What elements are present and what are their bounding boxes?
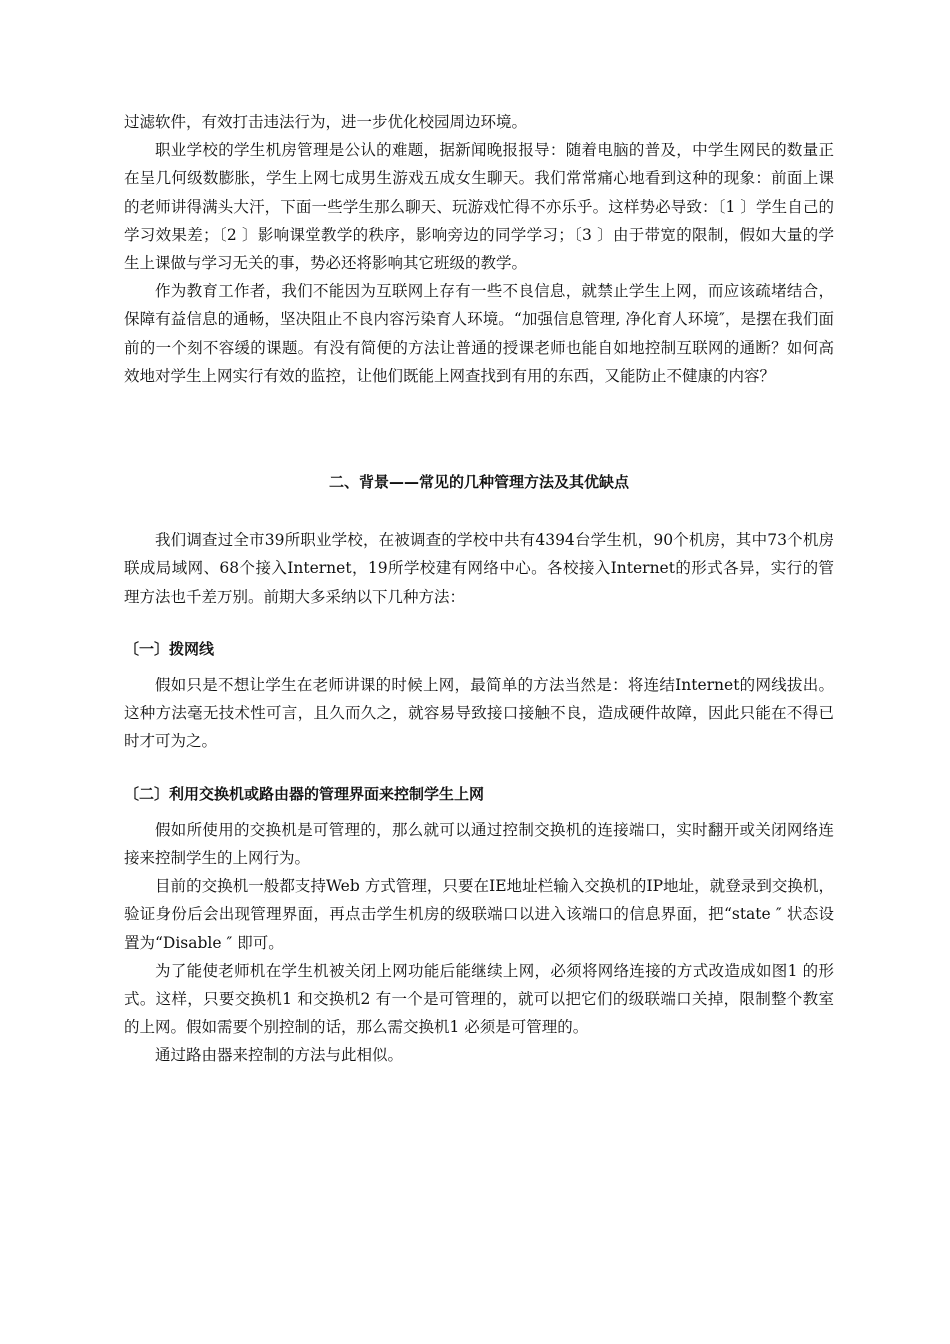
subheading-method-1: 〔一〕拨网线 [124, 639, 215, 658]
paragraph-method-2-web-management: 目前的交换机一般都支持Web 方式管理，只要在IE地址栏输入交换机的IP地址，就登录到交换机，验证身份后会出现管理界面，再点击学生机房的级联端口以进入该端口的信息界面，把“state ″ 状态设置为“Disable ″ 即可。 [124, 877, 834, 952]
paragraph-lab-management-problem: 职业学校的学生机房管理是公认的难题，据新闻晚报报导：随着电脑的普及，中学生网民的数量正在呈几何级数膨胀，学生上网七成男生游戏五成女生聊天。我们常常痛心地看到这种的现象：前面上课的老师讲得满头大汗，下面一些学生那么聊天、玩游戏忙得不亦乐乎。这样势必导致：〔1 〕学生自己的学习效果差；〔2 〕影响课堂教学的秩序，影响旁边的同学学习；〔3 〕由于带宽的限制，假如大量的学生上课做与学习无关的事，势必还将影响其它班级的教学。 [124, 141, 834, 273]
section-heading-background: 二、背景——常见的几种管理方法及其优缺点 [328, 473, 629, 492]
spacer [124, 808, 834, 816]
spacer [124, 663, 834, 671]
spacer [124, 390, 834, 468]
paragraph-intro-continuation: 过滤软件，有效打击违法行为，进一步优化校园周边环境。 [124, 113, 528, 131]
paragraph-method-2-switch: 假如所使用的交换机是可管理的，那么就可以通过控制交换机的连接端口，实时翻开或关闭网络连接来控制学生的上网行为。 [124, 820, 834, 868]
paragraph-survey: 我们调查过全市39所职业学校，在被调查的学校中共有4394台学生机，90个机房，其中73个机房联成局域网、68个接入Internet，19所学校建有网络中心。各校接入Internet的形式各异，实行的管理方法也千差万别。前期大多采纳以下几种方法： [124, 531, 834, 606]
spacer [124, 496, 834, 526]
document-page [124, 108, 834, 1070]
spacer [124, 756, 834, 780]
spacer [124, 611, 834, 635]
paragraph-method-2-teacher-machine: 为了能使老师机在学生机被关闭上网功能后能继续上网，必须将网络连接的方式改造成如图1 的形式。这样，只要交换机1 和交换机2 有一个是可管理的，就可以把它们的级联端口关掉，限制整个教室的上网。假如需要个别控制的话，那么需交换机1 必须是可管理的。 [124, 961, 834, 1037]
paragraph-method-1: 假如只是不想让学生在老师讲课的时候上网，最简单的方法当然是：将连结Internet的网线拔出。这种方法毫无技术性可言，且久而久之，就容易导致接口接触不良，造成硬件故障，因此只能在不得已时才可为之。 [124, 676, 834, 751]
paragraph-educator-responsibility: 作为教育工作者，我们不能因为互联网上存有一些不良信息，就禁止学生上网，而应该疏堵结合，保障有益信息的通畅，坚决阻止不良内容污染育人环境。“加强信息管理, 净化育人环境″，是摆在我们面前的一个刻不容缓的课题。有没有简便的方法让普通的授课老师也能自如地控制互联网的通断？如何高效地对学生上网实行有效的监控，让他们既能上网查找到有用的东西，又能防止不健康的内容？ [124, 282, 834, 385]
paragraph-method-2-router: 通过路由器来控制的方法与此相似。 [155, 1046, 404, 1065]
subheading-method-2: 〔二〕利用交换机或路由器的管理界面来控制学生上网 [124, 784, 485, 803]
